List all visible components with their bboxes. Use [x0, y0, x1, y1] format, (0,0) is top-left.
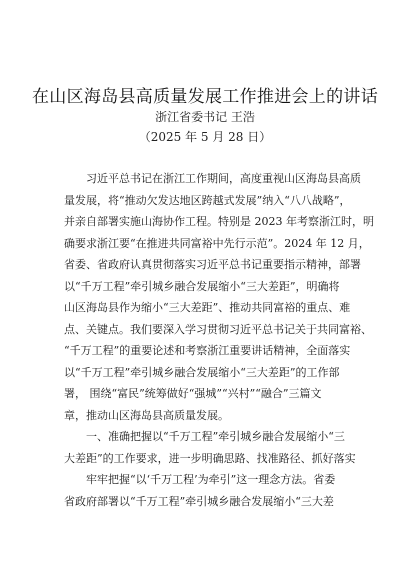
text-line: 以“千万工程”牵引城乡融合发展缩小“三大差距”的工作部: [64, 365, 340, 379]
text-line: “千万工程”的重要论述和考察浙江重要讲话精神，全面落实: [64, 344, 351, 357]
document-author: 浙江省委书记 王浩: [155, 110, 255, 124]
text-line: 章，推动山区海岛县高质量发展。: [64, 408, 229, 422]
text-line: 牢牢把握“以‘千万工程’为牵引”这一理念方法。省委: [86, 473, 336, 486]
text-line: 大差距”的工作要求，进一步明确思路、找准路径、抓好落实: [64, 451, 356, 465]
text-line: 省政府部署以“千万工程”牵引城乡融合发展缩小“三大差: [64, 494, 334, 508]
text-line: 量发展，将“推动欠发达地区跨越式发展”纳入“八八战略”，: [64, 193, 351, 207]
text-line: 并亲自部署实施山海协作工程。特别是 2023 年考察浙江时，明: [64, 215, 374, 228]
text-line: 以“千万工程”牵引城乡融合发展缩小“三大差距”，明确将: [64, 279, 340, 293]
text-line: 省委、省政府认真贯彻落实习近平总书记重要指示精神，部署: [64, 258, 361, 271]
document-body: [64, 168, 374, 512]
document-title: 在山区海岛县高质量发展工作推进会上的讲话: [32, 87, 378, 107]
text-line: 点、关键点。我们要深入学习贯彻习近平总书记关于共同富裕、: [64, 322, 372, 336]
text-line: 署， 围绕“富民”统筹做好“强城”“兴村”“融合”三篇文: [64, 387, 322, 400]
text-line: 习近平总书记在浙江工作期间，高度重视山区海岛县高质: [86, 172, 361, 185]
text-line: 确要求浙江要“在推进共同富裕中先行示范”。2024 年 12 月，: [64, 236, 370, 250]
body-paragraph: [64, 168, 374, 426]
body-paragraph: [64, 426, 356, 512]
text-line: 山区海岛县作为缩小“三大差距”、推动共同富裕的重点、难: [64, 301, 351, 314]
text-line: 一、准确把握以“千万工程”牵引城乡融合发展缩小“三: [86, 430, 345, 443]
document-date: （2025 年 5 月 28 日）: [138, 130, 272, 144]
